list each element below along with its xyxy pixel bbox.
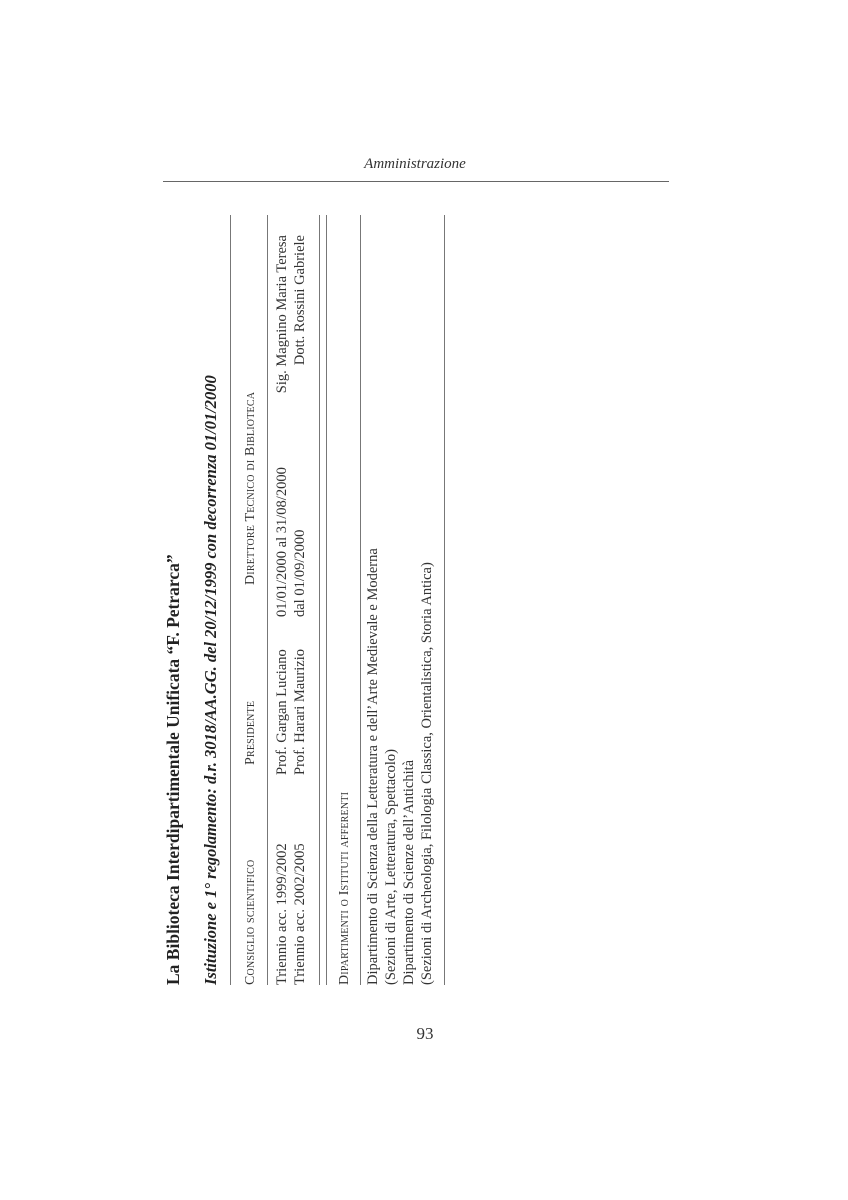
section-header-rule [360, 215, 361, 985]
section-top-rule [326, 215, 327, 985]
table-top-rule [230, 215, 231, 985]
rotated-content [163, 215, 473, 985]
page-subtitle: Istituzione e 1° regolamento: d.r. 3018/AA.GG. del 20/12/1999 con decorrenza 01/01/2000 [201, 375, 220, 985]
direttore-nome-row-2: Dott. Rossini Gabriele [292, 235, 308, 366]
table-header-rule [267, 215, 268, 985]
dipartimento-line-2: (Sezioni di Arte, Letteratura, Spettacolo) [383, 749, 399, 985]
header-consiglio: Consiglio scientifico [243, 859, 258, 985]
header-rule [163, 181, 669, 182]
direttore-periodo-row-2: dal 01/09/2000 [292, 529, 308, 617]
page-title: La Biblioteca Interdipartimentale Unificata “F. Petrarca” [163, 554, 183, 985]
dipartimento-line-4: (Sezioni di Archeologia, Filologia Classica, Orientalistica, Storia Antica) [419, 562, 435, 985]
consiglio-row-1: Triennio acc. 1999/2002 [274, 843, 290, 985]
presidente-row-2: Prof. Harari Maurizio [292, 648, 308, 775]
page-number: 93 [416, 1024, 434, 1043]
consiglio-row-2: Triennio acc. 2002/2005 [292, 843, 308, 985]
direttore-periodo-row-1: 01/01/2000 al 31/08/2000 [274, 467, 290, 617]
direttore-nome-row-1: Sig. Magnino Maria Teresa [274, 235, 290, 394]
dipartimento-line-3: Dipartimento di Scienze dell’Antichità [401, 759, 417, 985]
dipartimento-line-1: Dipartimento di Scienza della Letteratura e dell’Arte Medievale e Moderna [365, 548, 381, 985]
section-bottom-rule [444, 215, 445, 985]
dipartimenti-header: Dipartimenti o Istituti afferenti [337, 791, 352, 985]
presidente-row-1: Prof. Gargan Luciano [274, 649, 290, 775]
running-head: Amministrazione [364, 156, 466, 172]
table-bottom-rule [319, 215, 320, 985]
header-direttore: Direttore Tecnico di Biblioteca [243, 391, 258, 585]
header-presidente: Presidente [243, 700, 258, 765]
